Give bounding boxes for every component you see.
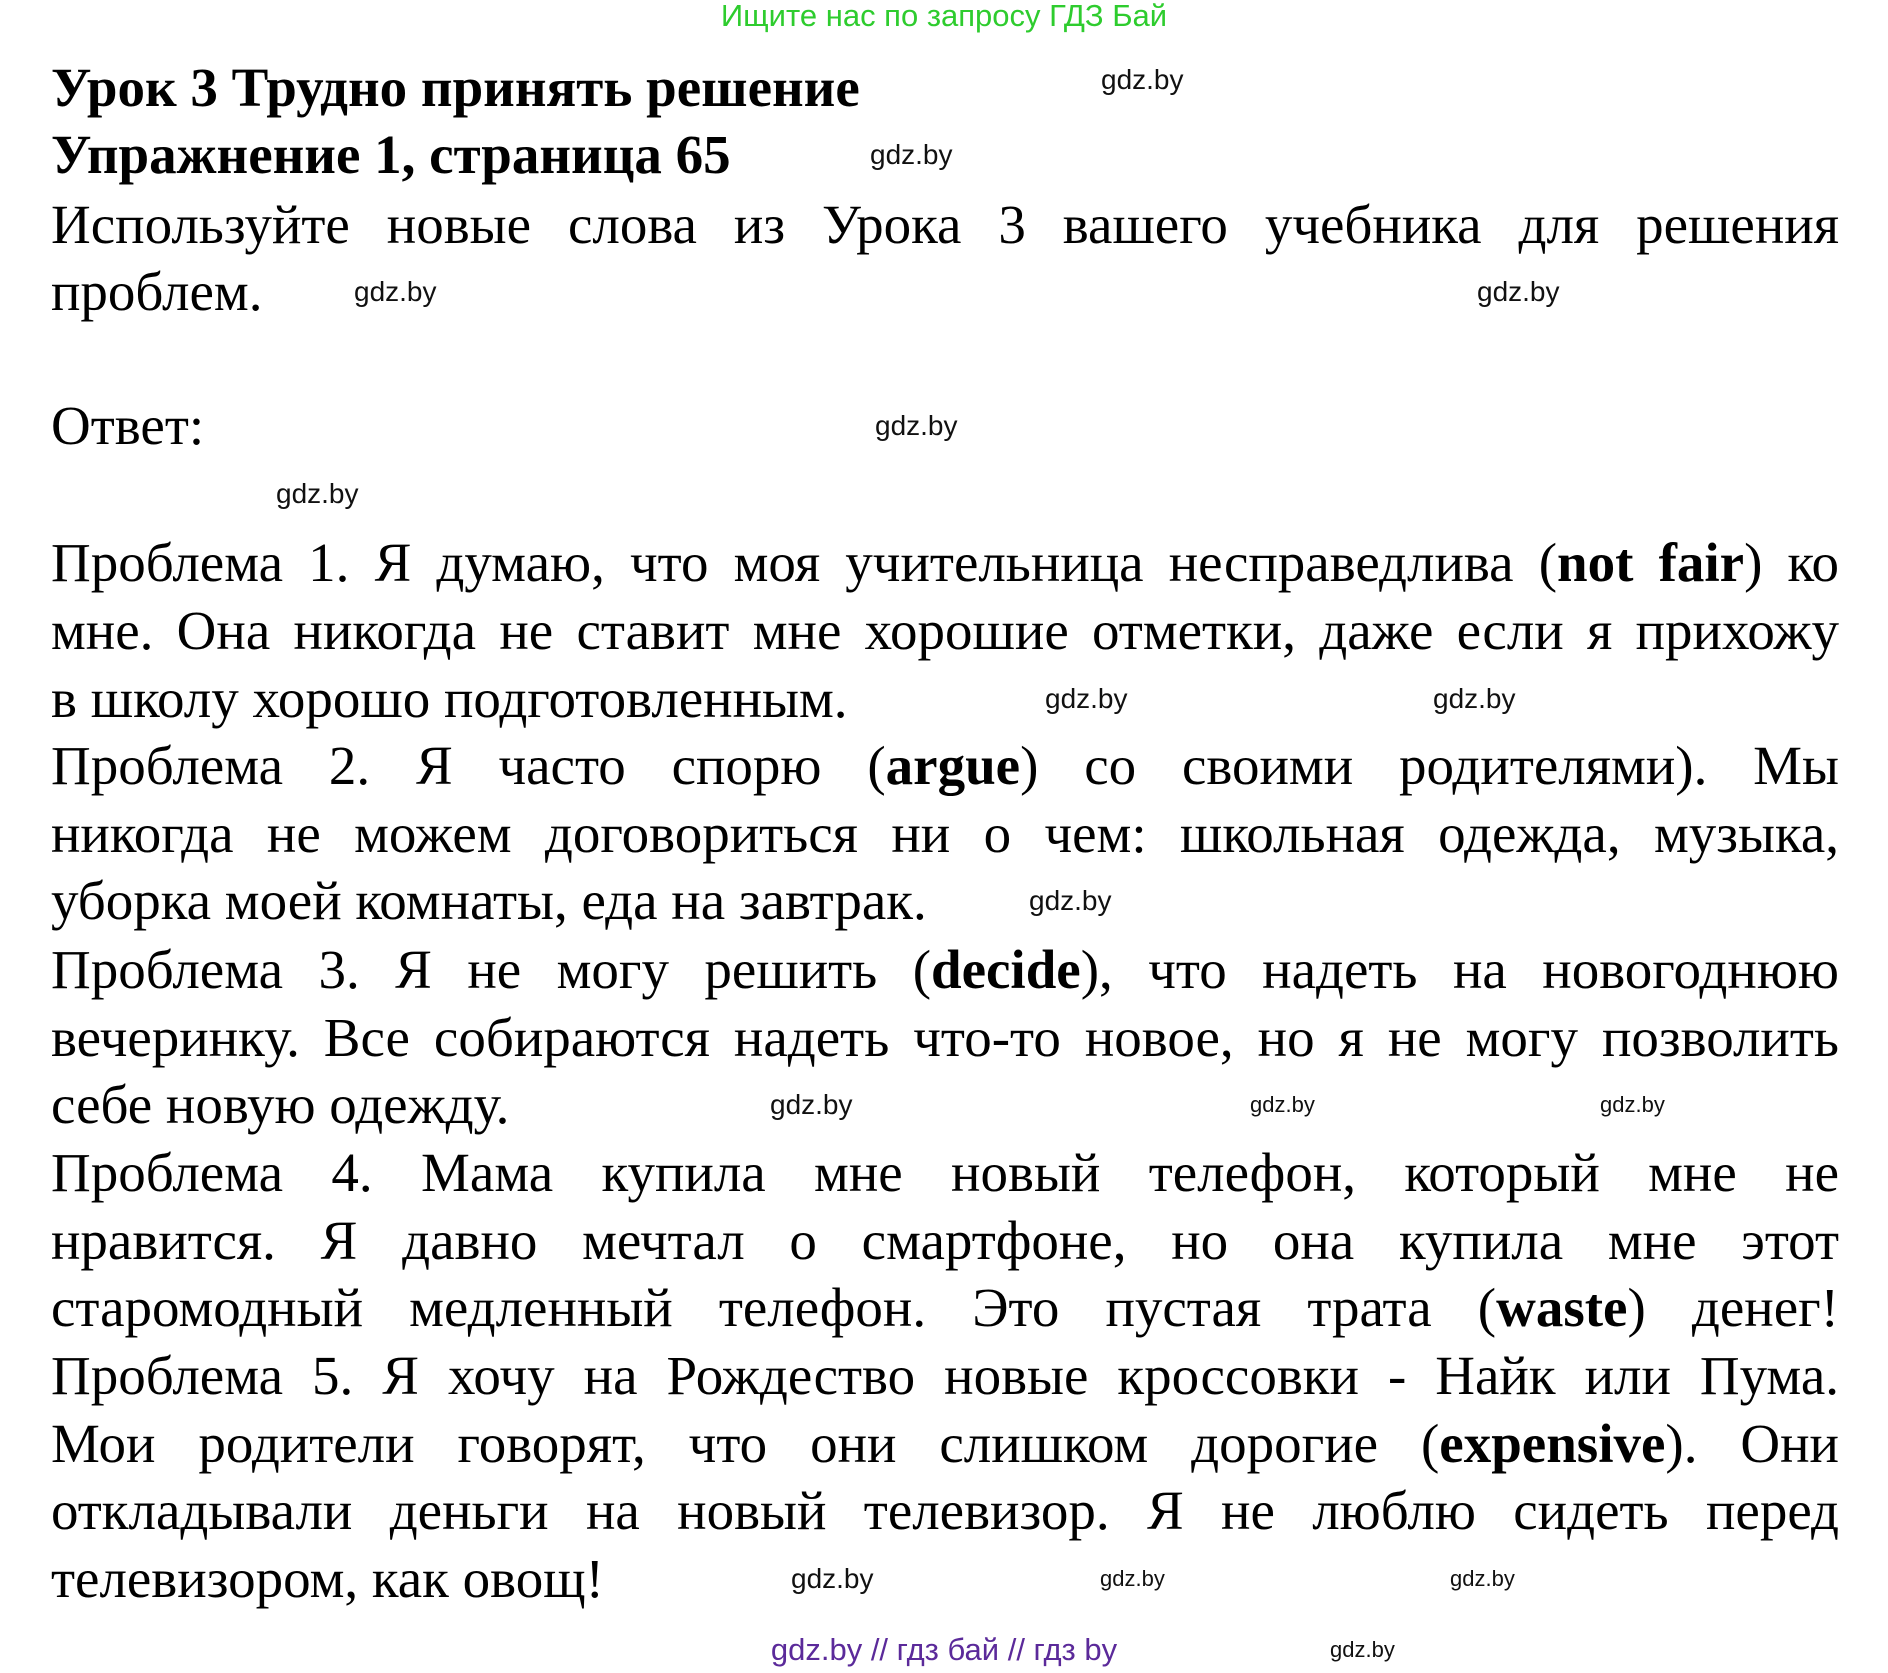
text-segment: Ответ: (51, 395, 205, 456)
exercise-title: Упражнение 1, страница 65 (51, 124, 731, 185)
text-segment: Мои родители говорят, что они слишком дорогие ( (51, 1413, 1440, 1474)
text-segment: вечеринку. Все собираются надеть что-то новое, но я не могу позволить (51, 1007, 1839, 1068)
text-segment: ). Они (1665, 1413, 1839, 1474)
problem-text-line (51, 1548, 604, 1610)
problem-text-line (51, 1480, 1839, 1542)
problem-text-line (51, 1413, 1839, 1475)
text-segment: Проблема 2. Я часто спорю ( (51, 735, 886, 796)
text-segment: себе новую одежду. (51, 1074, 510, 1135)
problem-text-line (51, 1074, 509, 1136)
problem-text-line (51, 668, 848, 730)
text-segment: в школу хорошо подготовленным. (51, 668, 848, 729)
watermark: gdz.by (1600, 1092, 1665, 1117)
text-segment: уборка моей комнаты, еда на завтрак. (51, 870, 927, 931)
problem-text-line (51, 939, 1839, 1001)
watermark: gdz.by (1477, 276, 1560, 307)
search-hint-banner: Ищите нас по запросу ГДЗ Бай (720, 0, 1168, 33)
watermark: gdz.by (1330, 1637, 1395, 1662)
problem-text-line (51, 803, 1839, 865)
watermark: gdz.by (1101, 64, 1184, 95)
text-segment: Проблема 1. Я думаю, что моя учительница несправедлива ( (51, 532, 1558, 593)
text-segment: ), что надеть на новогоднюю (1080, 939, 1839, 1000)
problem-text-line (51, 1210, 1839, 1272)
instruction-line (51, 261, 262, 323)
watermark: gdz.by (1100, 1566, 1165, 1591)
english-keyword: expensive (1439, 1413, 1666, 1474)
text-segment: ) со своими родителями). Мы (1020, 735, 1840, 796)
watermark: gdz.by (770, 1089, 853, 1120)
instruction-line (51, 194, 1839, 256)
watermark: gdz.by (875, 410, 958, 441)
text-segment: ) ко (1744, 532, 1839, 593)
problem-text-line (51, 532, 1839, 594)
problem-text-line (51, 1142, 1839, 1204)
problem-text-line (51, 1277, 1839, 1339)
watermark: gdz.by (1250, 1092, 1315, 1117)
text-segment: нравится. Я давно мечтал о смартфоне, но она купила мне этот (51, 1210, 1839, 1271)
footer-links: gdz.by // гдз бай // гдз by (770, 1632, 1118, 1667)
watermark: gdz.by (1450, 1566, 1515, 1591)
text-segment: Проблема 3. Я не могу решить ( (51, 939, 932, 1000)
watermark: gdz.by (354, 276, 437, 307)
watermark: gdz.by (1045, 683, 1128, 714)
problem-text-line (51, 1345, 1839, 1407)
watermark: gdz.by (791, 1563, 874, 1594)
watermark: gdz.by (1029, 885, 1112, 916)
problem-text-line (51, 870, 927, 932)
watermark: gdz.by (870, 139, 953, 170)
problem-text-line (51, 735, 1839, 797)
text-segment: Проблема 5. Я хочу на Рождество новые кроссовки - Найк или Пума. (51, 1345, 1839, 1406)
text-segment: телевизором, как овощ! (51, 1548, 604, 1609)
answer-label (51, 395, 204, 457)
text-segment: проблем. (51, 261, 263, 322)
text-segment: мне. Она никогда не ставит мне хорошие отметки, даже если я прихожу (51, 600, 1839, 661)
english-keyword: waste (1496, 1277, 1628, 1338)
text-segment: Проблема 4. Мама купила мне новый телефон, который мне не (51, 1142, 1839, 1203)
english-keyword: decide (931, 939, 1081, 1000)
text-segment: ) денег! (1627, 1277, 1839, 1338)
english-keyword: not fair (1557, 532, 1745, 593)
problem-text-line (51, 1007, 1839, 1069)
lesson-title: Урок 3 Трудно принять решение (51, 57, 860, 118)
english-keyword: argue (885, 735, 1021, 796)
text-segment: откладывали деньги на новый телевизор. Я не люблю сидеть перед (51, 1480, 1839, 1541)
watermark: gdz.by (276, 478, 359, 509)
text-segment: никогда не можем договориться ни о чем: школьная одежда, музыка, (51, 803, 1839, 864)
problem-text-line (51, 600, 1839, 662)
text-segment: Используйте новые слова из Урока 3 вашего учебника для решения (51, 194, 1839, 255)
text-segment: старомодный медленный телефон. Это пустая трата ( (51, 1277, 1497, 1338)
watermark: gdz.by (1433, 683, 1516, 714)
